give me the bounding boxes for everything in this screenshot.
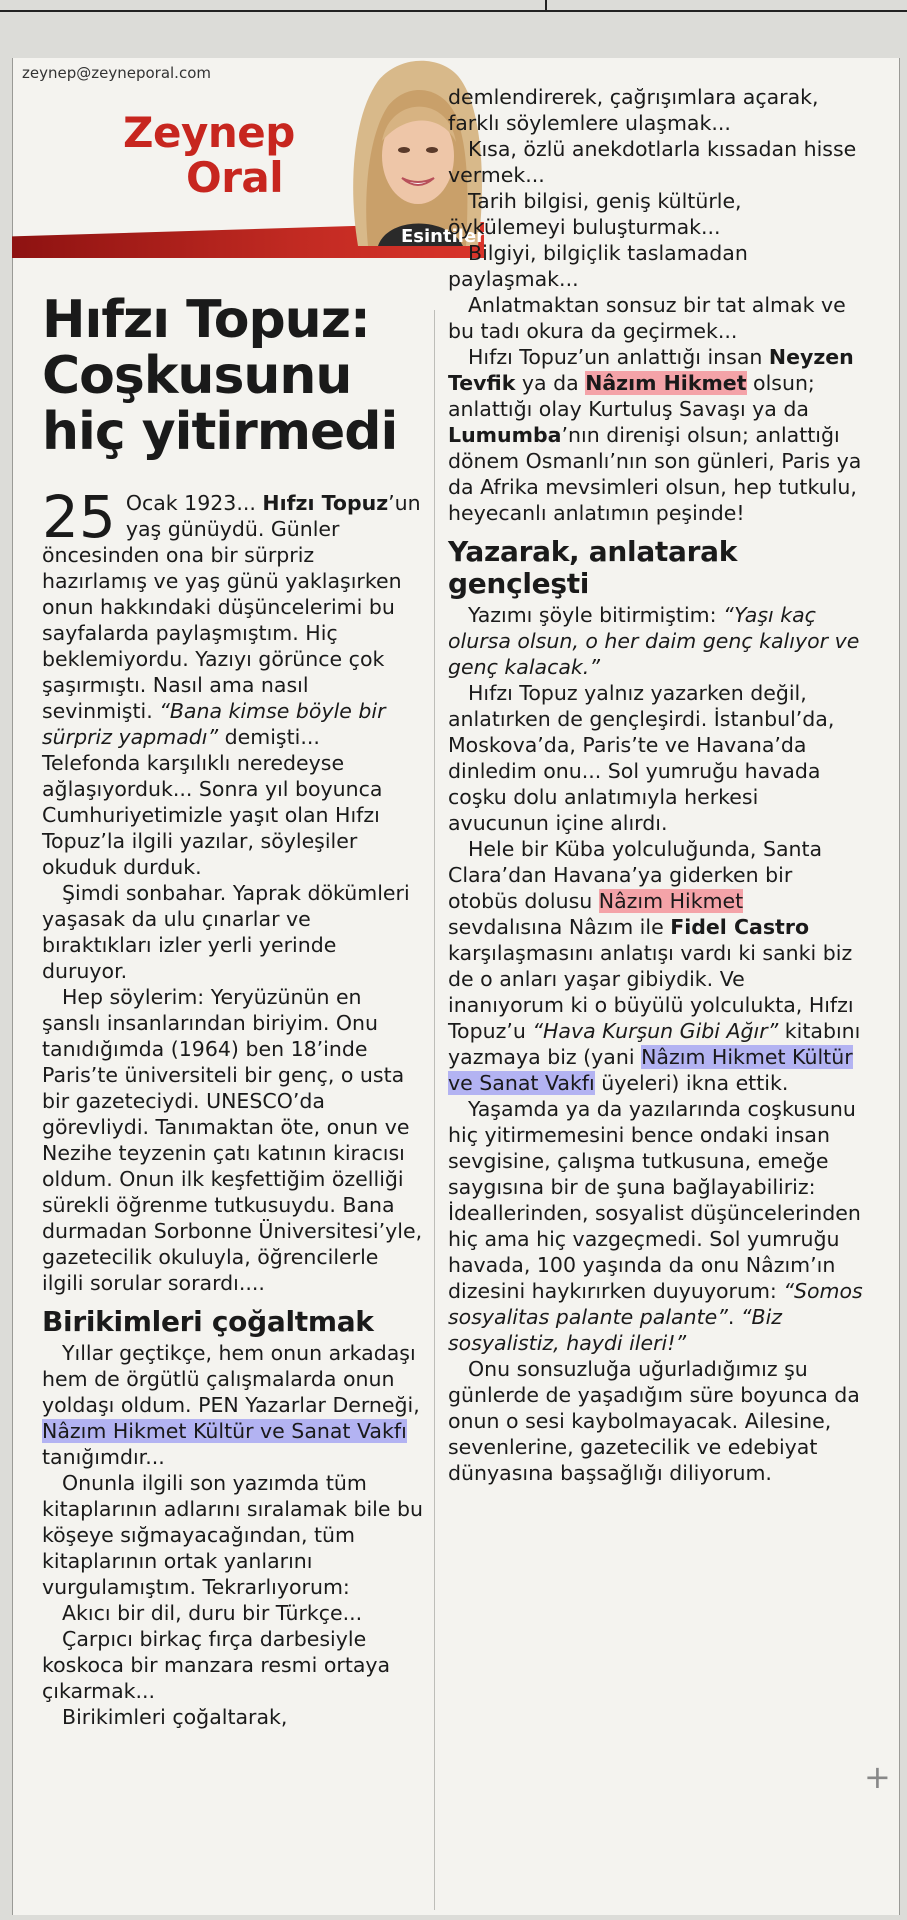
- right-column: [448, 84, 864, 1486]
- paragraph: Hep söylerim: Yeryüzünün en şanslı insanlarından biriyim. Onu tanıdığımda (1964) ben 18’inde Paris’te üniversiteli bir genç, o usta bir gazeteciydi. UNESCO’da görevliydi. Tanımaktan öte, onun ve Nezihe teyzenin çatı katının kiracısı oldum. Onun ilk keşfettiğim özelliği sürekli öğrenme tutkusuydu. Bana durmadan Sorbonne Üniversitesi’yle, gazetecilik okuluyla, öğrencilerle ilgili sorular sorardı....: [42, 985, 423, 1295]
- paragraph: demlendirerek, çağrışımlara açarak, farklı söylemlere ulaşmak...: [448, 85, 819, 135]
- paragraph: Hele bir Küba yolculuğunda, Santa Clara’dan Havana’ya giderken bir otobüs dolusu Nâzım Hikmet sevdalısına Nâzım ile Fidel Castro karşılaşmasını anlatışı vardı ki sanki biz de o anları yaşar gibiydik. Ve inanıyorum ki o büyülü yolculukta, Hıfzı Topuz’u “Hava Kurşun Gibi Ağır” kitabını yazmaya biz (yani Nâzım Hikmet Kültür ve Sanat Vakfı üyeleri) ikna ettik.: [448, 837, 861, 1095]
- author-first-name: Zeynep: [123, 108, 295, 157]
- paragraph: Yaşamda ya da yazılarında coşkusunu hiç yitirmemesini bence ondaki insan sevgisine, çalışma tutkusuna, emeğe saygısına bir de şuna bağlayabiliriz: İdeallerinden, sosyalist düşüncelerinden hiç ama hiç vazgeçmedi. Sol yumruğu havada, 100 yaşında da onu Nâzım’ın dizesini haykırırken duyuyorum: “Somos sosyalitas palante palante”. “Biz sosyalistiz, haydi ileri!”: [448, 1097, 863, 1355]
- highlight-blue: Nâzım Hikmet Kültür ve Sanat Vakfı: [42, 1419, 407, 1443]
- column-divider: [434, 310, 435, 1910]
- registration-mark: +: [864, 1758, 891, 1796]
- highlight-red: Nâzım Hikmet: [585, 371, 747, 395]
- paragraph: Şimdi sonbahar. Yaprak dökümleri yaşasak da ulu çınarlar ve bıraktıkları izler yerli yerinde duruyor.: [42, 881, 410, 983]
- highlight-blue: Nâzım Hikmet Kültür ve Sanat Vakfı: [448, 1045, 853, 1095]
- headline-line-2: Coşkusunu: [42, 346, 352, 406]
- paragraph: Tarih bilgisi, geniş kültürle, öykülemeyi buluşturmak...: [448, 189, 742, 239]
- subheading-birikimleri: Birikimleri çoğaltmak: [42, 1305, 374, 1338]
- drop-cap: 25: [42, 483, 116, 551]
- paragraph: Hıfzı Topuz yalnız yazarken değil, anlatırken de gençleşirdi. İstanbul’da, Moskova’da, Paris’te ve Havana’da dinledim onu... Sol yumruğu havada coşku dolu anlatımıyla herkesi avucunun içine alırdı.: [448, 681, 835, 835]
- paragraph: Bilgiyi, bilgiçlik taslamadan paylaşmak...: [448, 241, 748, 291]
- top-rule: [0, 10, 907, 12]
- author-last-name: Oral: [186, 153, 284, 202]
- author-name: [123, 110, 295, 200]
- headline-line-3: hiç yitirmedi: [42, 402, 398, 462]
- paragraph: Birikimleri çoğaltarak,: [62, 1705, 288, 1729]
- headline: [42, 292, 422, 460]
- left-column: [42, 483, 424, 1730]
- paragraph: Akıcı bir dil, duru bir Türkçe...: [62, 1601, 363, 1625]
- author-email: zeynep@zeyneporal.com: [22, 64, 211, 82]
- headline-line-1: Hıfzı Topuz:: [42, 290, 370, 350]
- paragraph: Anlatmaktan sonsuz bir tat almak ve bu tadı okura da geçirmek...: [448, 293, 846, 343]
- paragraph: Yıllar geçtikçe, hem onun arkadaşı hem de örgütlü çalışmalarda onun yoldaşı oldum. PEN Yazarlar Derneği, Nâzım Hikmet Kültür ve Sanat Vakfı tanığımdır...: [42, 1341, 420, 1469]
- paragraph-intro: 25 Ocak 1923... Hıfzı Topuz’un yaş günüydü. Günler öncesinden ona bir sürpriz hazırlamış ve yaş günü yaklaşırken onun hakkındaki düşüncelerimi bu sayfalarda paylaşmıştım. Hiç beklemiyordu. Yazıyı görünce çok şaşırmıştı. Nasıl ama nasıl sevinmişti. “Bana kimse böyle bir sürpriz yapmadı” demişti... Telefonda karşılıklı neredeyse ağlaşıyorduk... Sonra yıl boyunca Cumhuriyetimizle yaşıt olan Hıfzı Topuz’la ilgili yazılar, söyleşiler okuduk durduk.: [42, 483, 421, 879]
- paragraph: Çarpıcı birkaç fırça darbesiyle koskoca bir manzara resmi ortaya çıkarmak...: [42, 1627, 391, 1703]
- paragraph: Yazımı şöyle bitirmiştim: “Yaşı kaç olursa olsun, o her daim genç kalıyor ve genç kalacak.”: [448, 603, 860, 679]
- paragraph: Onu sonsuzluğa uğurladığımız şu günlerde de yaşadığım süre boyunca da onun o sesi kaybolmayacak. Ailesine, sevenlerine, gazetecilik ve edebiyat dünyasına başsağlığı diliyorum.: [448, 1357, 860, 1485]
- top-rule-tick: [545, 0, 547, 10]
- paragraph: Onunla ilgili son yazımda tüm kitaplarının adlarını sıralamak bile bu köşeye sığmayacağından, tüm kitaplarının ortak yanlarını vurgulamıştım. Tekrarlıyorum:: [42, 1471, 424, 1599]
- paragraph: Hıfzı Topuz’un anlattığı insan Neyzen Tevfik ya da Nâzım Hikmet olsun; anlattığı olay Kurtuluş Savaşı ya da Lumumba’nın direnişi olsun; anlattığı dönem Osmanlı’nın son günleri, Paris ya da Afrika mevsimleri olsun, hep tutkulu, heyecanlı anlatımın peşinde!: [448, 345, 862, 525]
- highlight-red: Nâzım Hikmet: [598, 889, 744, 913]
- subheading-yazarak: Yazarak, anlatarak gençleşti: [448, 535, 738, 600]
- paragraph: Kısa, özlü anekdotlarla kıssadan hisse vermek...: [448, 137, 857, 187]
- column-name: Esintiler: [400, 226, 485, 247]
